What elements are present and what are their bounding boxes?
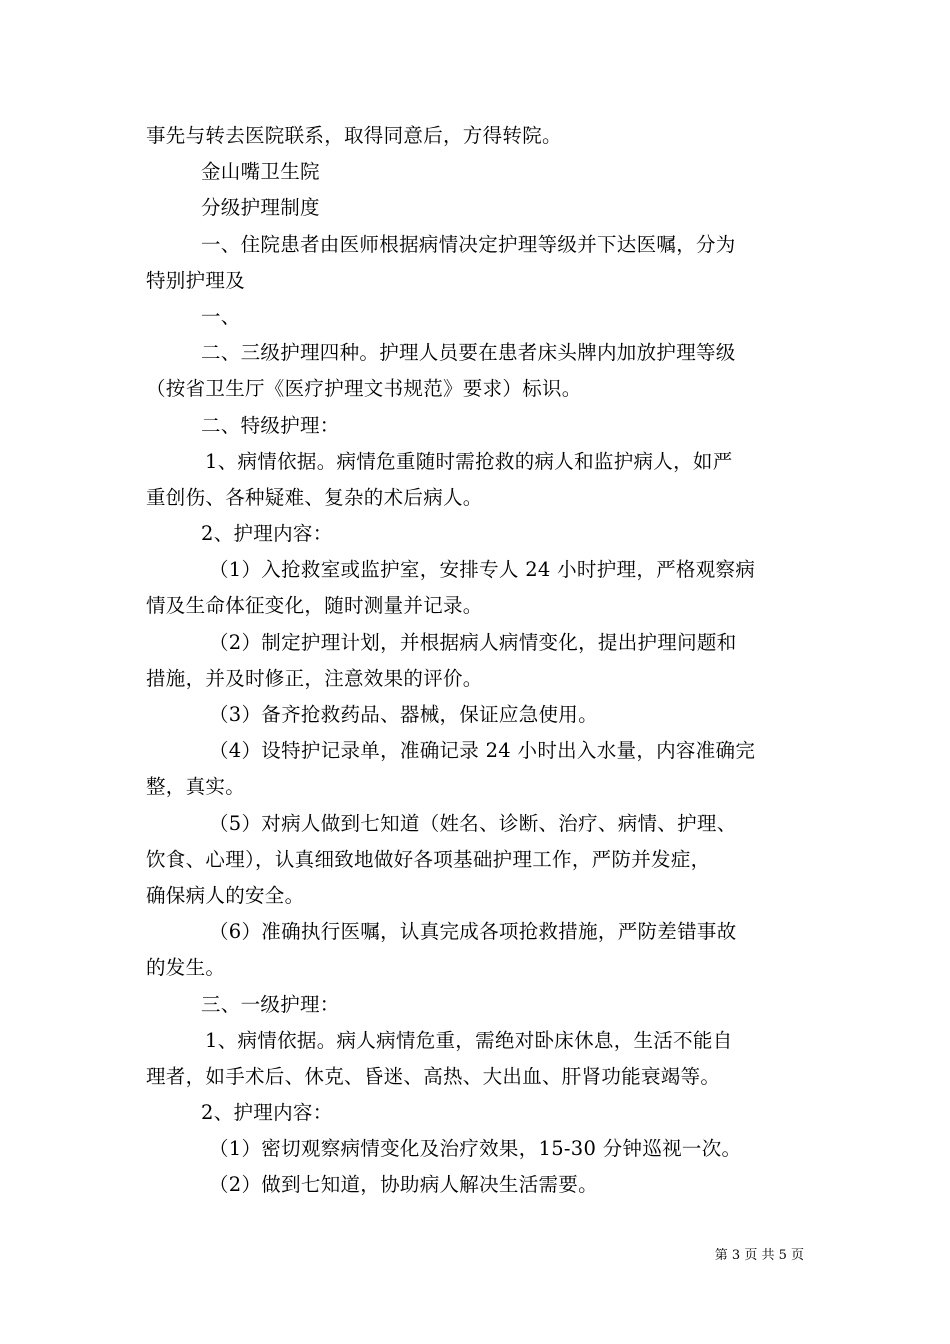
text-line: 三、一级护理：: [201, 992, 340, 1016]
text-line: 1、病情依据。病情危重随时需抢救的病人和监护病人，如严: [205, 449, 733, 473]
text-line: 2、护理内容：: [201, 1101, 333, 1125]
text-line: 理者，如手术后、休克、昏迷、高热、大出血、肝肾功能衰竭等。: [146, 1064, 721, 1088]
text-line: 特别护理及: [146, 268, 246, 292]
text-line: 情及生命体征变化，随时测量并记录。: [146, 594, 483, 618]
text-line: 措施，并及时修正，注意效果的评价。: [146, 666, 483, 690]
text-line: （3）备齐抢救药品、器械，保证应急使用。: [209, 703, 598, 726]
text-line: （4）设特护记录单，准确记录 24 小时出入水量，内容准确完: [209, 739, 756, 763]
text-line: （5）对病人做到七知道（姓名、诊断、治疗、病情、护理、: [209, 811, 737, 835]
text-line: 一、: [201, 304, 241, 328]
text-line: 二、三级护理四种。护理人员要在患者床头牌内加放护理等级: [201, 341, 736, 365]
text-line: 饮食、心理），认真细致地做好各项基础护理工作，严防并发症，: [146, 847, 711, 871]
text-line: 整，真实。: [146, 775, 246, 799]
text-line: 2、护理内容：: [201, 522, 333, 546]
text-line: 事先与转去医院联系，取得同意后，方得转院。: [146, 124, 562, 147]
text-line: 1、病情依据。病人病情危重，需绝对卧床休息，生活不能自: [205, 1028, 733, 1052]
text-line: （按省卫生厅《医疗护理文书规范》要求）标识。: [146, 377, 582, 401]
text-line: （2）做到七知道，协助病人解决生活需要。: [209, 1173, 598, 1197]
text-line: （2）制定护理计划，并根据病人病情变化，提出护理问题和: [209, 630, 737, 654]
text-line: 一、住院患者由医师根据病情决定护理等级并下达医嘱，分为: [201, 232, 736, 256]
text-line: 二、特级护理：: [201, 413, 340, 437]
document-body: [146, 118, 808, 1204]
text-line: （6）准确执行医嘱，认真完成各项抢救措施，严防差错事故: [209, 920, 737, 944]
text-line: 重创伤、各种疑难、复杂的术后病人。: [146, 485, 483, 509]
text-line: 的发生。: [146, 956, 226, 980]
text-line: 确保病人的安全。: [146, 883, 305, 907]
text-line: （1）入抢救室或监护室，安排专人 24 小时护理，严格观察病: [209, 558, 756, 582]
text-line: 分级护理制度: [201, 196, 320, 220]
page-number-footer: 第 3 页 共 5 页: [714, 1248, 804, 1263]
text-line: 金山嘴卫生院: [201, 160, 320, 184]
text-line: （1）密切观察病情变化及治疗效果，15-30 分钟巡视一次。: [209, 1137, 742, 1161]
